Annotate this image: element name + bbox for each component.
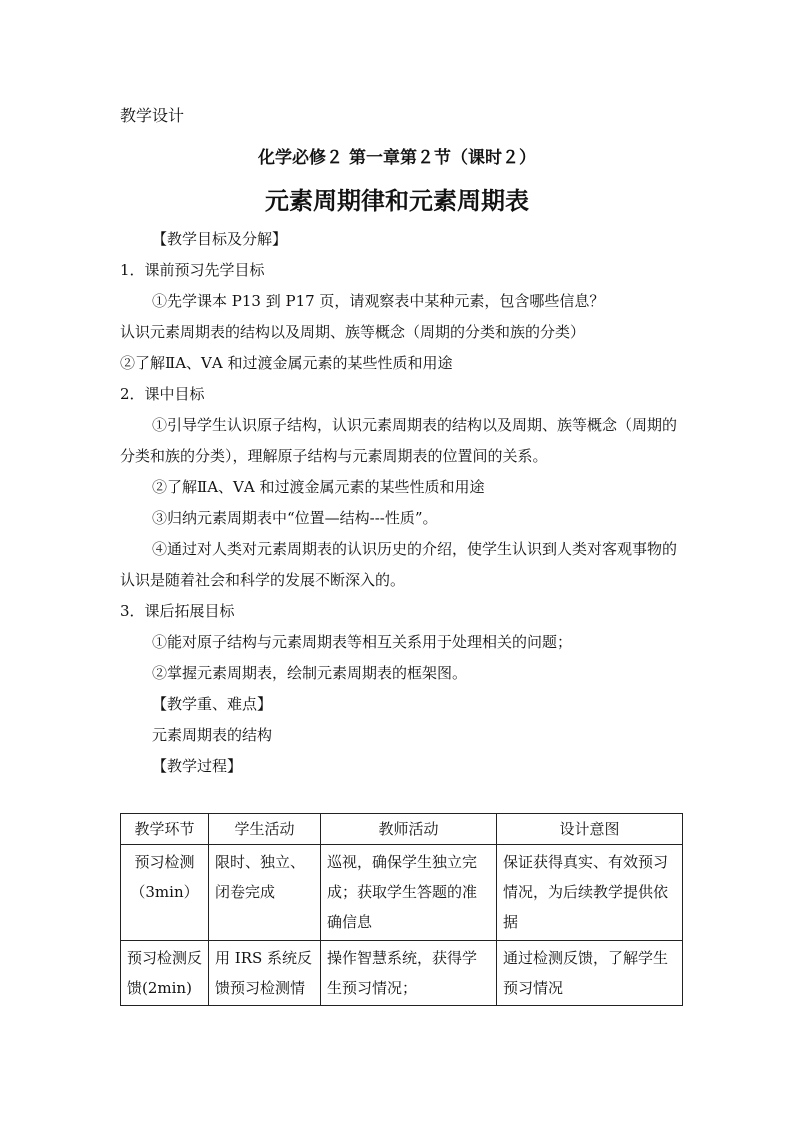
doc-label: 教学设计 [120, 106, 185, 125]
table-cell: 预习检测反馈(2min) [121, 941, 209, 1006]
table-cell: 保证获得真实、有效预习情况，为后续教学提供依据 [497, 845, 683, 941]
table-header-row [121, 814, 683, 845]
in-class-objective-1: ①引导学生认识原子结构，认识元素周期表的结构以及周期、族等概念（周期的分类和族的分类），理解原子结构与元素周期表的位置间的关系。 [120, 416, 678, 465]
header-cell-stage: 教学环节 [121, 814, 209, 845]
post-class-objective-2: ②掌握元素周期表，绘制元素周期表的框架图。 [152, 664, 468, 682]
pre-objective-1a: ①先学课本 P13 到 P17 页，请观察表中某种元素，包含哪些信息？ [152, 292, 605, 310]
table-row [121, 845, 683, 941]
table-cell: 预习检测（3min） [121, 845, 209, 941]
teaching-process-table [120, 813, 683, 1006]
table-cell: 通过检测反馈，了解学生预习情况 [497, 941, 683, 1006]
pre-objective-2: ②了解ⅡA、ⅤA 和过渡金属元素的某些性质和用途 [120, 354, 453, 372]
table-row [121, 941, 683, 1006]
header-cell-teacher: 教师活动 [321, 814, 497, 845]
header-cell-student: 学生活动 [209, 814, 321, 845]
in-class-objective-2: ②了解ⅡA、ⅤA 和过渡金属元素的某些性质和用途 [152, 478, 485, 496]
in-class-objective-4: ④通过对人类对元素周期表的认识历史的介绍，使学生认识到人类对客观事物的认识是随着社会和科学的发展不断深入的。 [120, 540, 678, 589]
objectives-heading: 【教学目标及分解】 [152, 230, 288, 248]
in-class-objective-3: ③归纳元素周期表中“位置—结构---性质”。 [152, 509, 438, 527]
post-class-objective-1: ①能对原子结构与元素周期表等相互关系用于处理相关的问题； [152, 633, 573, 651]
process-heading: 【教学过程】 [152, 757, 243, 775]
key-points-text: 元素周期表的结构 [152, 726, 273, 744]
table-cell: 限时、独立、闭卷完成 [209, 845, 321, 941]
in-class-heading: 2．课中目标 [120, 385, 205, 403]
pre-objective-1b: 认识元素周期表的结构以及周期、族等概念（周期的分类和族的分类） [120, 323, 586, 341]
post-class-heading: 3．课后拓展目标 [120, 602, 235, 620]
table-cell: 巡视，确保学生独立完成；获取学生答题的准确信息 [321, 845, 497, 941]
table-cell: 用 IRS 系统反馈预习检测情 [209, 941, 321, 1006]
header-cell-intent: 设计意图 [497, 814, 683, 845]
doc-subtitle: 化学必修２ 第一章第２节（课时２） [258, 148, 536, 168]
key-points-heading: 【教学重、难点】 [152, 695, 273, 713]
pre-heading: 1．课前预习先学目标 [120, 261, 265, 279]
table-cell: 操作智慧系统，获得学生预习情况； [321, 941, 497, 1006]
doc-title: 元素周期律和元素周期表 [265, 186, 529, 215]
